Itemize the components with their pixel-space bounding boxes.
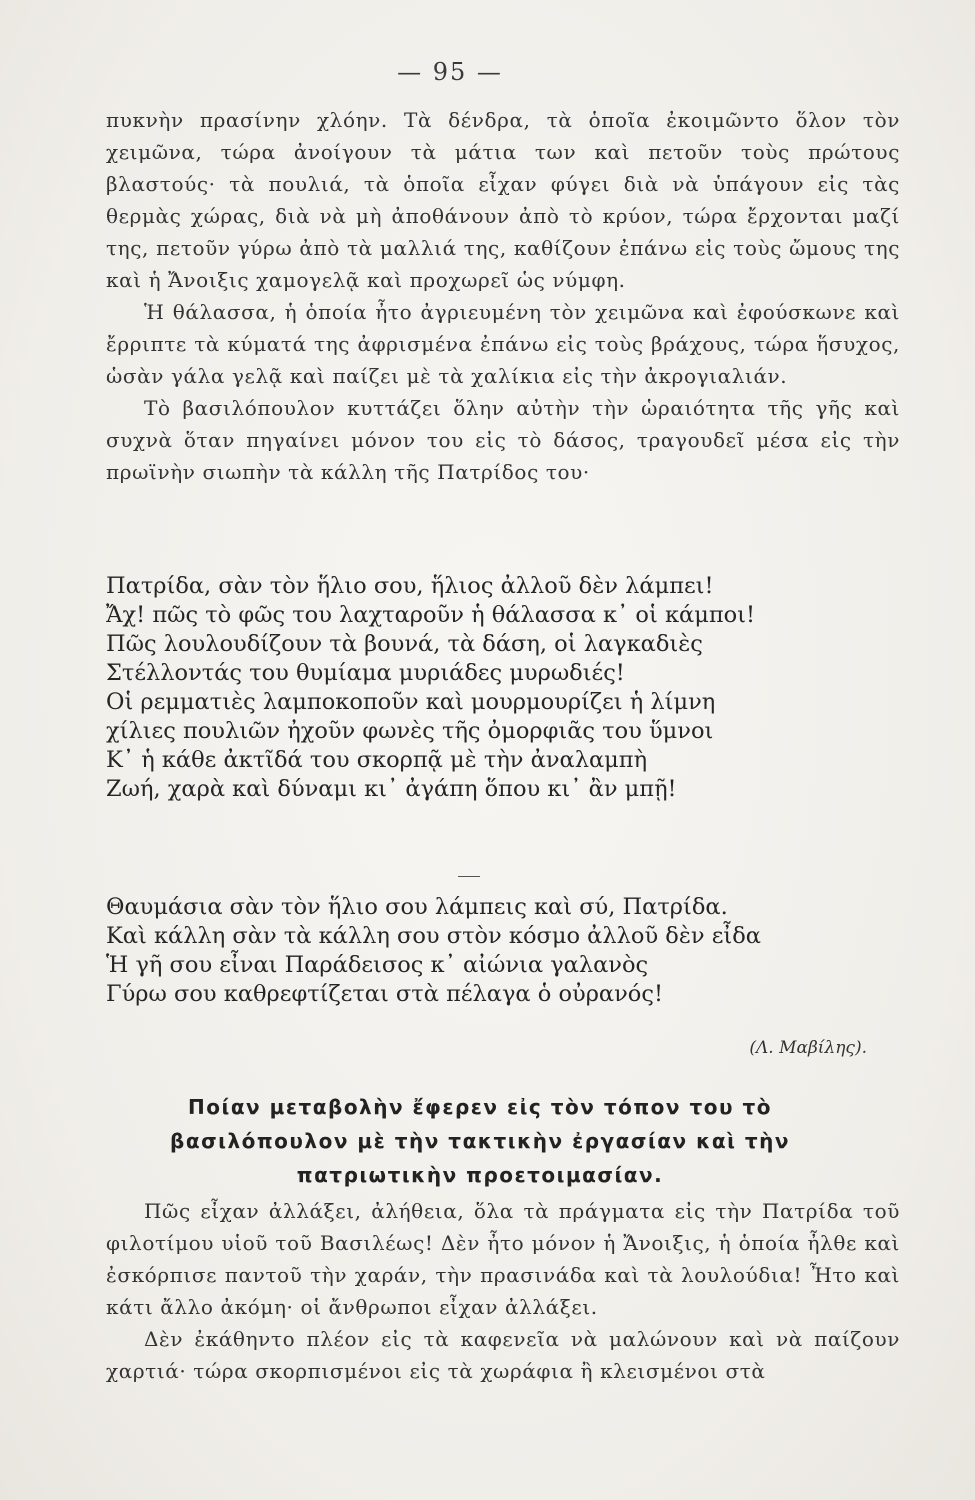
poem-line: Στέλλοντάς του θυμίαμα μυριάδες μυρωδιές! xyxy=(106,660,625,686)
paragraph-sea: Ἡ θάλασσα, ἡ ὁποία ἦτο ἀγριευμένη τὸν χειμῶνα καὶ ἐφούσκωνε καὶ ἔρριπτε τὰ κύματά της ἀφρισμένα ἐπάνω εἰς τοὺς βράχους, τώρα ἥσυχος, ὡσὰν γάλα γελᾷ καὶ παίζει μὲ τὰ χαλίκια εἰς τὴν ἀκρογιαλιάν. xyxy=(106,300,900,388)
prose-intro xyxy=(106,104,900,488)
poem-line: Πῶς λουλουδίζουν τὰ βουνά, τὰ δάση, οἱ λαγκαδιὲς xyxy=(106,631,703,657)
paragraph-prince: Τὸ βασιλόπουλον κυττάζει ὅλην αὐτὴν τὴν ὡραιότητα τῆς γῆς καὶ συχνὰ ὅταν πηγαίνει μόνον του εἰς τὸ δάσος, τραγουδεῖ μέσα εἰς τὴν πρωϊνὴν σιωπὴν τὰ κάλλη τῆς Πατρίδος του· xyxy=(106,396,900,484)
poem-line: Ζωή, χαρὰ καὶ δύναμι κι᾽ ἀγάπη ὅπου κι᾽ ἂν μπῇ! xyxy=(106,776,677,802)
poem-attribution: (Λ. Μαβίλης). xyxy=(749,1038,867,1058)
poem-line: Ἡ γῆ σου εἶναι Παράδεισος κ᾽ αἰώνια γαλανὸς xyxy=(106,952,649,978)
prose-section xyxy=(106,1195,900,1387)
page-number: — 95 — xyxy=(397,58,503,86)
poem-line: Καὶ κάλλη σὰν τὰ κάλλη σου στὸν κόσμο ἀλλοῦ δὲν εἶδα xyxy=(106,923,761,949)
poem-line: Θαυμάσια σὰν τὸν ἥλιο σου λάμπεις καὶ σύ, Πατρίδα. xyxy=(106,894,728,920)
poem-stanza-1 xyxy=(106,572,926,804)
paragraph-coffeehouses: Δὲν ἐκάθηντο πλέον εἰς τὰ καφενεῖα νὰ μαλώνουν καὶ νὰ παίζουν χαρτιά· τώρα σκορπισμένοι εἰς τὰ χωράφια ἢ κλεισμένοι στὰ xyxy=(106,1327,900,1383)
poem-line: Κ᾽ ἡ κάθε ἀκτῖδά του σκορπᾷ μὲ τὴν ἀναλαμπὴ xyxy=(106,747,648,773)
paragraph-spring: πυκνὴν πρασίνην χλόην. Τὰ δένδρα, τὰ ὁποῖα ἐκοιμῶντο ὅλον τὸν χειμῶνα, τώρα ἀνοίγουν τὰ μάτια των καὶ πετοῦν τοὺς πρώτους βλαστούς· τὰ πουλιά, τὰ ὁποῖα εἶχαν φύγει διὰ νὰ ὑπάγουν εἰς τὰς θερμὰς χώρας, διὰ νὰ μὴ ἀποθάνουν ἀπὸ τὸ κρύον, τώρα ἔρχονται μαζί της, πετοῦν γύρω ἀπὸ τὰ μαλλιά της, καθίζουν ἐπάνω εἰς τοὺς ὤμους της καὶ ἡ Ἄνοιξις χαμογελᾷ καὶ προχωρεῖ ὡς νύμφη. xyxy=(106,108,900,292)
poem-line: Πατρίδα, σὰν τὸν ἥλιο σου, ἥλιος ἀλλοῦ δὲν λάμπει! xyxy=(106,573,714,599)
poem-stanza-2 xyxy=(106,893,926,1009)
poem-line: Γύρω σου καθρεφτίζεται στὰ πέλαγα ὁ οὐρανός! xyxy=(106,981,663,1007)
poem-line: χίλιες πουλιῶν ἠχοῦν φωνὲς τῆς ὀμορφιᾶς του ὕμνοι xyxy=(106,718,714,744)
stanza-divider xyxy=(458,876,480,877)
poem-line: Οἱ ρεμματιὲς λαμποκοποῦν καὶ μουρμουρίζει ἡ λίμνη xyxy=(106,689,716,715)
section-heading: Ποίαν μεταβολὴν ἔφερεν εἰς τὸν τόπον του τὸ βασιλόπουλον μὲ τὴν τακτικὴν ἐργασίαν καὶ τὴν πατριωτικὴν προετοιμασίαν. xyxy=(170,1095,790,1187)
paragraph-changes: Πῶς εἶχαν ἀλλάξει, ἀλήθεια, ὅλα τὰ πράγματα εἰς τὴν Πατρίδα τοῦ φιλοτίμου υἱοῦ τοῦ Βασιλέως! Δὲν ἦτο μόνον ἡ Ἄνοιξις, ἡ ὁποία ἦλθε καὶ ἐσκόρπισε παντοῦ τὴν χαράν, τὴν πρασινάδα καὶ τὰ λουλούδια! Ἦτο καὶ κάτι ἄλλο ἀκόμη· οἱ ἄνθρωποι εἶχαν ἀλλάξει. xyxy=(106,1199,900,1319)
poem-line: Ἄχ! πῶς τὸ φῶς του λαχταροῦν ἡ θάλασσα κ᾽ οἱ κάμποι! xyxy=(106,602,756,628)
